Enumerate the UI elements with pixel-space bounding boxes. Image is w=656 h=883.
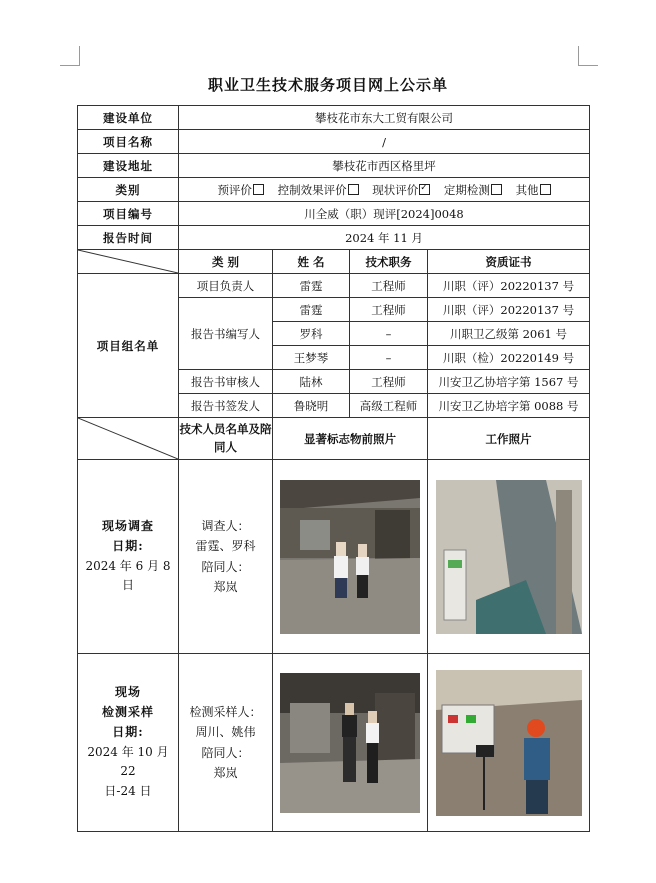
sampler-names: 周川、姚伟 [195, 725, 256, 740]
sampling-work-photo-cell [428, 654, 590, 832]
type-row [78, 178, 590, 202]
escort-name: 郑岚 [213, 579, 238, 594]
surveyor-label: 调查人： [201, 518, 250, 533]
code-row [78, 202, 590, 226]
sampling-landmark-photo-cell [273, 654, 428, 832]
sampler-label: 检测采样人： [189, 704, 262, 719]
team-cert: 川安卫乙协培字第 1567 号 [428, 370, 590, 394]
sampling-date-start: 2024 年 10 月 22 [87, 744, 169, 779]
team-cert: 川职（检）20220149 号 [428, 346, 590, 370]
crop-mark [578, 65, 598, 66]
col-name: 姓 名 [273, 250, 350, 274]
team-cert: 川职卫乙级第 2061 号 [428, 322, 590, 346]
unit-label: 建设单位 [78, 106, 179, 130]
type-options [179, 178, 590, 202]
team-title: 工程师 [350, 274, 428, 298]
team-header-row [78, 250, 590, 274]
type-option: 其他 [516, 183, 551, 197]
escort-name: 郑岚 [213, 765, 238, 780]
col-landmark-photo: 显著标志物前照片 [273, 418, 428, 460]
team-category: 报告书编写人 [179, 298, 273, 370]
address-value: 攀枝花市西区格里坪 [179, 154, 590, 178]
project-name-label: 项目名称 [78, 130, 179, 154]
name-row [78, 130, 590, 154]
landmark-photo [280, 480, 420, 634]
team-name: 罗科 [273, 322, 350, 346]
survey-landmark-photo-cell [273, 460, 428, 654]
escort-label: 陪同人： [201, 559, 250, 574]
diagonal-cell [78, 250, 179, 274]
page-title: 职业卫生技术服务项目网上公示单 [207, 76, 448, 94]
unit-value: 攀枝花市东大工贸有限公司 [179, 106, 590, 130]
sampling-people-cell [179, 654, 273, 832]
type-option: 控制效果评价 [278, 183, 359, 197]
survey-label: 现场调查 [101, 518, 154, 533]
col-people: 技术人员名单及陪同人 [179, 418, 273, 460]
survey-people-cell [179, 460, 273, 654]
surveyor-names: 雷霆、罗科 [195, 539, 256, 554]
survey-date: 2024 年 6 月 8 日 [85, 558, 171, 593]
team-name: 陆林 [273, 370, 350, 394]
survey-date-cell [78, 460, 179, 654]
team-title: 高级工程师 [350, 394, 428, 418]
sampling-label-1: 现场 [114, 685, 141, 700]
project-code-value: 川全威（职）现评[2024]0048 [179, 202, 590, 226]
sampling-row [78, 654, 590, 832]
type-option: 现状评价✓ [372, 183, 430, 197]
diagonal-cell [78, 418, 179, 460]
project-code-label: 项目编号 [78, 202, 179, 226]
team-title: 工程师 [350, 298, 428, 322]
checkbox-icon [491, 184, 502, 195]
team-category: 报告书签发人 [179, 394, 273, 418]
col-cert: 资质证书 [428, 250, 590, 274]
time-row [78, 226, 590, 250]
team-category: 项目负责人 [179, 274, 273, 298]
team-name: 鲁晓明 [273, 394, 350, 418]
survey-work-photo-cell [428, 460, 590, 654]
team-cert: 川安卫乙协培字第 0088 号 [428, 394, 590, 418]
landmark-photo [280, 673, 420, 813]
escort-label: 陪同人： [201, 745, 250, 760]
survey-date-label: 日期: [112, 538, 144, 553]
team-row [78, 274, 590, 298]
sampling-date-cell [78, 654, 179, 832]
project-name-value: / [179, 130, 590, 154]
col-work-photo: 工作照片 [428, 418, 590, 460]
crop-mark [60, 65, 80, 66]
work-photo [436, 670, 582, 816]
unit-row [78, 106, 590, 130]
team-name: 雷霆 [273, 274, 350, 298]
site-header-row [78, 418, 590, 460]
team-cert: 川职（评）20220137 号 [428, 274, 590, 298]
team-title: – [350, 346, 428, 370]
checkbox-icon [540, 184, 551, 195]
checkbox-icon [348, 184, 359, 195]
work-photo [436, 480, 582, 634]
survey-row [78, 460, 590, 654]
sampling-date-end: 日-24 日 [104, 784, 152, 799]
type-option: 定期检测 [444, 183, 502, 197]
report-time-label: 报告时间 [78, 226, 179, 250]
team-group-label: 项目组名单 [78, 274, 179, 418]
team-cert: 川职（评）20220137 号 [428, 298, 590, 322]
crop-mark [578, 46, 579, 66]
team-title: – [350, 322, 428, 346]
col-category: 类 别 [179, 250, 273, 274]
team-category: 报告书审核人 [179, 370, 273, 394]
checkbox-checked-icon [419, 184, 430, 195]
publicity-table [77, 105, 590, 832]
col-title: 技术职务 [350, 250, 428, 274]
report-time-value: 2024 年 11 月 [179, 226, 590, 250]
team-name: 雷霆 [273, 298, 350, 322]
sampling-label-2: 检测采样 [101, 704, 154, 719]
checkbox-icon [253, 184, 264, 195]
team-title: 工程师 [350, 370, 428, 394]
type-option: 预评价 [217, 183, 264, 197]
address-row [78, 154, 590, 178]
sampling-date-label: 日期: [112, 724, 144, 739]
type-label: 类别 [78, 178, 179, 202]
team-name: 王梦琴 [273, 346, 350, 370]
crop-mark [79, 46, 80, 66]
address-label: 建设地址 [78, 154, 179, 178]
